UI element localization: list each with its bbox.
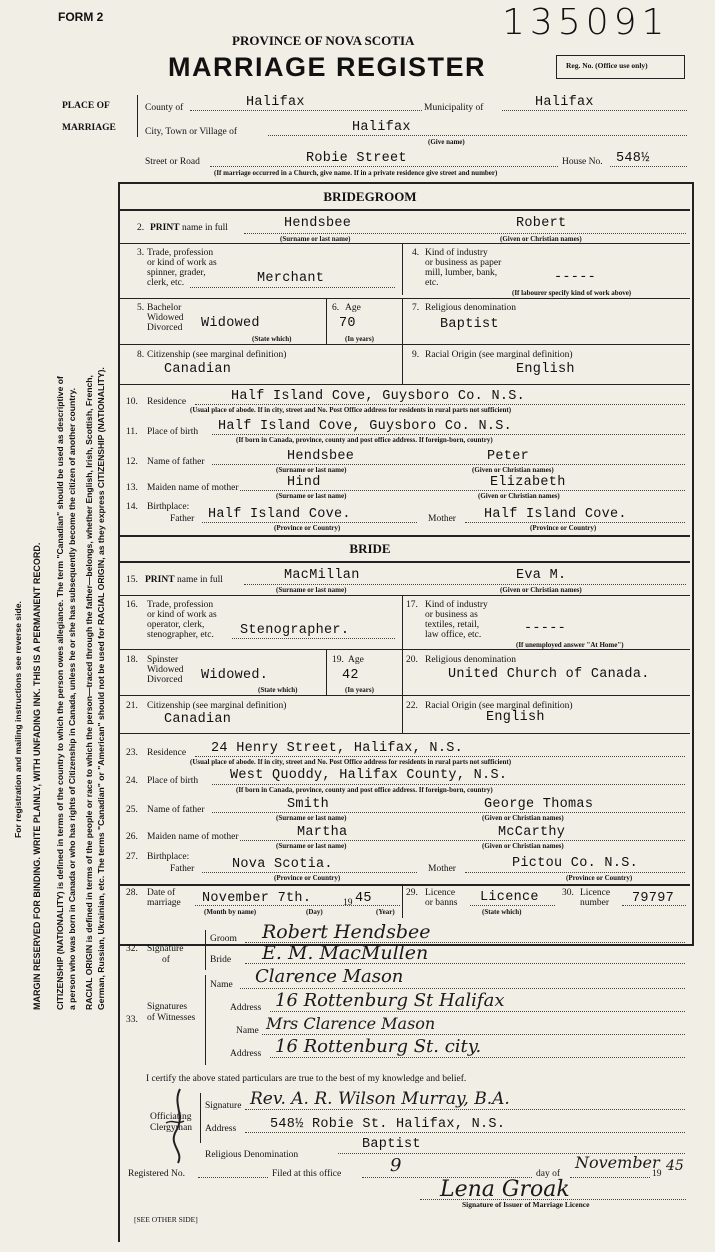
state-which-caption: (State which) — [252, 335, 292, 343]
item-30-l1: Licence — [580, 888, 611, 898]
item-17-l2: or business as — [425, 610, 478, 620]
item-32-l1: Signature — [147, 944, 184, 954]
item-16-l4: stenographer, etc. — [147, 630, 214, 640]
bride-years-caption: (In years) — [345, 686, 374, 694]
item-29-l2: or banns — [425, 898, 458, 908]
item-24-caption: (If born in Canada, province, county and post office address. If foreign-born, country) — [236, 786, 493, 794]
item-3-number: 3. — [137, 248, 145, 258]
bride-status: Widowed. — [201, 668, 269, 683]
father-prov-caption: (Province or Country) — [274, 524, 341, 532]
witness1-name-label: Name — [210, 980, 233, 990]
licence-type: Licence — [480, 890, 539, 905]
item-12-label: Name of father — [147, 457, 205, 467]
house-value: 548½ — [616, 151, 650, 166]
groom-status: Widowed — [201, 316, 260, 331]
groom-trade: Merchant — [257, 271, 325, 286]
marriage-year: 45 — [355, 891, 372, 906]
item-4-l2: or business as paper — [425, 258, 502, 268]
day-of-label: day of — [536, 1169, 561, 1179]
item-6-label: Age — [345, 303, 361, 313]
item-7-number: 7. — [412, 303, 420, 313]
clergyman-label: Clergyman — [150, 1123, 193, 1133]
place-of-label: PLACE OF — [62, 101, 110, 111]
item-4-l4: etc. — [425, 278, 439, 288]
item-23-label: Residence — [147, 748, 187, 758]
item-27-label: Birthplace: — [147, 852, 190, 862]
groom-surname: Hendsbee — [284, 216, 352, 231]
item-23-number: 23. — [126, 748, 138, 758]
bride-father-given-caption: (Given or Christian names) — [482, 814, 564, 822]
item-32-number: 32. — [126, 944, 138, 954]
father-given-caption: (Given or Christian names) — [472, 466, 554, 474]
house-label: House No. — [562, 157, 603, 167]
item-5-l3: Divorced — [147, 323, 183, 333]
item-16-l2: or kind of work as — [147, 610, 217, 620]
item-23-caption: (Usual place of abode. If in city, street and No. Post Office address for residents in rural parts not sufficient) — [190, 758, 512, 766]
county-value: Halifax — [246, 95, 305, 110]
item-14-label: Birthplace: — [147, 502, 190, 512]
bride-signature-label: Bride — [210, 955, 232, 965]
item-16-number: 16. — [126, 600, 138, 610]
item-27-number: 27. — [126, 852, 138, 862]
bride-given-caption: (Given or Christian names) — [500, 586, 582, 594]
item-2-number: 2. — [137, 223, 145, 233]
municipality-label: Municipality of — [424, 103, 484, 113]
item-21-label: Citizenship (see marginal definition) — [147, 701, 287, 711]
margin-line-6: German, Russian, Ukrainian, etc. The terms "Canadian" or "American" should not be used for RACIAL ORIGIN, as they express CITIZENSHIP (NATIONALITY). — [96, 367, 106, 1010]
bride-mother-prov-caption: (Province or Country) — [566, 874, 633, 882]
groom-mother-given: Elizabeth — [490, 475, 566, 490]
clergy-religion-label: Religious Denomination — [205, 1150, 299, 1160]
item-22-label: Racial Origin (see marginal definition) — [425, 701, 573, 711]
margin-line-1: For registration and mailing instructions see reverse side. — [13, 601, 23, 838]
province-heading: PROVINCE OF NOVA SCOTIA — [232, 33, 415, 48]
city-label: City, Town or Village of — [145, 127, 237, 137]
item-26-label: Maiden name of mother — [147, 832, 239, 842]
item-11-number: 11. — [126, 427, 138, 437]
bride-mother-given-caption: (Given or Christian names) — [482, 842, 564, 850]
item-24-label: Place of birth — [147, 776, 199, 786]
licence-state-caption: (State which) — [482, 908, 522, 916]
filed-year-prefix: 19 — [652, 1169, 662, 1179]
licence-number: 79797 — [632, 891, 675, 906]
item-2-label: name in full — [182, 223, 228, 233]
item-15-label: name in full — [177, 575, 223, 585]
item-2-print: PRINT — [150, 223, 180, 233]
item-11-caption: (If born in Canada, province, county and post office address. If foreign-born, country) — [236, 436, 493, 444]
issuer-signature: Lena Groak — [440, 1177, 570, 1202]
street-label: Street or Road — [145, 157, 200, 167]
item-28-number: 28. — [126, 888, 138, 898]
item-10-number: 10. — [126, 397, 138, 407]
item-8-number: 8. — [137, 350, 145, 360]
years-caption: (In years) — [345, 335, 374, 343]
witness2-address: 16 Rottenburg St. city. — [275, 1036, 482, 1057]
bride-birthplace: West Quoddy, Halifax County, N.S. — [230, 768, 508, 783]
bride-industry: ----- — [524, 621, 567, 636]
place-note: (If marriage occurred in a Church, give name. If in a private residence give street and number) — [214, 169, 498, 177]
bride-religion: United Church of Canada. — [448, 667, 650, 682]
item-30-number: 30. — [562, 888, 574, 898]
street-value: Robie Street — [306, 151, 407, 166]
bride-father-surname: Smith — [287, 797, 330, 812]
item-14-number: 14. — [126, 502, 138, 512]
item-3-l2: or kind of work as — [147, 258, 217, 268]
issuer-caption: Signature of Issuer of Marriage Licence — [462, 1200, 590, 1209]
witness1-address-label: Address — [230, 1003, 262, 1013]
bride-father-bp-label: Father — [170, 864, 195, 874]
bride-father-surname-caption: (Surname or last name) — [276, 814, 347, 822]
item-29-number: 29. — [406, 888, 418, 898]
bride-father-given: George Thomas — [484, 797, 594, 812]
item-12-number: 12. — [126, 457, 138, 467]
bride-mother-birthplace: Pictou Co. N.S. — [512, 856, 639, 871]
bride-signature: E. M. MacMullen — [262, 942, 429, 964]
bride-trade: Stenographer. — [240, 623, 350, 638]
filed-label: Filed at this office — [272, 1169, 342, 1179]
item-9-number: 9. — [412, 350, 420, 360]
margin-line-5: RACIAL ORIGIN is defined in terms of the people or race to which the person—traced through the father—belongs, whether English, Irish, Scottish, French, — [84, 375, 94, 1010]
bride-father-prov-caption: (Province or Country) — [274, 874, 341, 882]
item-17-number: 17. — [406, 600, 418, 610]
bride-age: 42 — [342, 668, 359, 683]
item-5-number: 5. — [137, 303, 145, 313]
clergy-signature-label: Signature — [205, 1101, 242, 1111]
given-caption: (Given or Christian names) — [500, 235, 582, 243]
item-29-l1: Licence — [425, 888, 456, 898]
bride-surname: MacMillan — [284, 568, 360, 583]
year-caption: (Year) — [376, 908, 395, 916]
item-17-caption: (If unemployed answer "At Home") — [516, 641, 624, 649]
item-30-l2: number — [580, 898, 610, 908]
bride-origin: English — [486, 710, 545, 725]
item-18-l2: Widowed — [147, 665, 184, 675]
groom-religion: Baptist — [440, 317, 499, 332]
groom-signature-label: Groom — [210, 934, 237, 944]
registration-number: 135091 — [502, 2, 670, 43]
surname-caption: (Surname or last name) — [280, 235, 351, 243]
form-number: FORM 2 — [58, 10, 104, 24]
groom-father-birthplace: Half Island Cove. — [208, 507, 351, 522]
county-label: County of — [145, 103, 184, 113]
groom-residence: Half Island Cove, Guysboro Co. N.S. — [231, 389, 526, 404]
groom-citizenship: Canadian — [164, 362, 232, 377]
witness1-name: Clarence Mason — [255, 966, 404, 987]
item-21-number: 21. — [126, 701, 138, 711]
item-25-number: 25. — [126, 805, 138, 815]
item-18-number: 18. — [126, 655, 138, 665]
item-33-l1: Signatures — [147, 1002, 188, 1012]
item-15-print: PRINT — [145, 575, 175, 585]
item-33-number: 33. — [126, 1015, 138, 1025]
mother-surname-caption: (Surname or last name) — [276, 492, 347, 500]
reg-no-label: Reg. No. (Office use only) — [566, 61, 648, 70]
item-17-l4: law office, etc. — [425, 630, 482, 640]
groom-given: Robert — [516, 216, 567, 231]
item-17-l1: Kind of industry — [425, 600, 488, 610]
item-4-l3: mill, lumber, bank, — [425, 268, 498, 278]
item-8-label: Citizenship (see marginal definition) — [147, 350, 287, 360]
item-19-number: 19. — [332, 655, 344, 665]
item-32-l2: of — [162, 955, 170, 965]
item-24-number: 24. — [126, 776, 138, 786]
bride-citizenship: Canadian — [164, 712, 232, 727]
certification-statement: I certify the above stated particulars are true to the best of my knowledge and belief. — [146, 1074, 467, 1084]
clergy-address: 548½ Robie St. Halifax, N.S. — [270, 1117, 506, 1132]
groom-mother-birthplace: Half Island Cove. — [484, 507, 627, 522]
pen-flourish — [150, 1085, 195, 1165]
item-22-number: 22. — [406, 701, 418, 711]
item-20-label: Religious denomination — [425, 655, 517, 665]
item-15-number: 15. — [126, 575, 138, 585]
city-value: Halifax — [352, 120, 411, 135]
item-26-number: 26. — [126, 832, 138, 842]
item-4-l1: Kind of industry — [425, 248, 488, 258]
municipality-value: Halifax — [535, 95, 594, 110]
groom-birthplace: Half Island Cove, Guysboro Co. N.S. — [218, 419, 513, 434]
groom-industry: ----- — [554, 270, 597, 285]
clergy-signature: Rev. A. R. Wilson Murray, B.A. — [250, 1089, 510, 1109]
item-18-l1: Spinster — [147, 655, 179, 665]
witness1-address: 16 Rottenburg St Halifax — [275, 990, 505, 1011]
see-other-side: [SEE OTHER SIDE] — [134, 1215, 198, 1224]
give-name-caption: (Give name) — [428, 138, 465, 146]
item-9-label: Racial Origin (see marginal definition) — [425, 350, 573, 360]
item-5-l1: Bachelor — [147, 303, 182, 313]
item-3-l3: spinner, grader, — [147, 268, 206, 278]
year-prefix: 19 — [343, 898, 353, 908]
bride-surname-caption: (Surname or last name) — [276, 586, 347, 594]
margin-line-4: a person who was born in Canada or who has rights of Citizenship in Canada, unless he or she has subsequently become the citizen of another country. — [67, 387, 77, 1010]
bride-heading: BRIDE — [349, 541, 391, 556]
margin-line-3: CITIZENSHIP (NATIONALITY) is defined in terms of the country to which the person owes allegiance. The term "Canadian" should be used as descriptive of — [55, 376, 65, 1010]
witness2-name: Mrs Clarence Mason — [266, 1014, 436, 1033]
item-7-label: Religious denomination — [425, 303, 517, 313]
form-title: MARRIAGE REGISTER — [168, 52, 487, 82]
item-13-label: Maiden name of mother — [147, 483, 239, 493]
item-3-l1: Trade, profession — [147, 248, 214, 258]
item-11-label: Place of birth — [147, 427, 199, 437]
item-4-number: 4. — [412, 248, 420, 258]
item-33-l2: of Witnesses — [147, 1013, 196, 1023]
item-16-l1: Trade, profession — [147, 600, 214, 610]
item-18-l3: Divorced — [147, 675, 183, 685]
day-caption: (Day) — [306, 908, 323, 916]
item-28-l2: marriage — [147, 898, 181, 908]
bride-mother-given: McCarthy — [498, 825, 566, 840]
item-17-l3: textiles, retail, — [425, 620, 480, 630]
filed-month: November — [575, 1153, 660, 1172]
mother-prov-caption: (Province or Country) — [530, 524, 597, 532]
witness2-address-label: Address — [230, 1049, 262, 1059]
item-20-number: 20. — [406, 655, 418, 665]
item-4-caption: (If labourer specify kind of work above) — [512, 289, 632, 297]
bride-mother-surname: Martha — [297, 825, 348, 840]
filed-year: 45 — [666, 1158, 684, 1174]
item-3-l4: clerk, etc. — [147, 278, 185, 288]
bride-mother-surname-caption: (Surname or last name) — [276, 842, 347, 850]
filed-day: 9 — [390, 1155, 402, 1176]
marriage-label: MARRIAGE — [62, 123, 116, 133]
item-25-label: Name of father — [147, 805, 205, 815]
groom-mother-surname: Hind — [287, 475, 321, 490]
item-10-label: Residence — [147, 397, 187, 407]
margin-line-2: MARGIN RESERVED FOR BINDING. WRITE PLAINLY, WITH UNFADING INK. THIS IS A PERMANENT RECORD. — [32, 542, 42, 1010]
mother-given-caption: (Given or Christian names) — [478, 492, 560, 500]
witness2-name-label: Name — [236, 1026, 259, 1036]
item-19-label: Age — [348, 655, 364, 665]
bride-residence: 24 Henry Street, Halifax, N.S. — [211, 741, 464, 756]
father-surname-caption: (Surname or last name) — [276, 466, 347, 474]
officiating-label: Officiating — [150, 1112, 192, 1122]
mother-birthplace-label: Mother — [428, 514, 456, 524]
bride-father-birthplace: Nova Scotia. — [232, 857, 333, 872]
bride-given: Eva M. — [516, 568, 567, 583]
father-birthplace-label: Father — [170, 514, 195, 524]
item-28-l1: Date of — [147, 888, 176, 898]
item-13-number: 13. — [126, 483, 138, 493]
groom-father-given: Peter — [487, 449, 530, 464]
clergy-address-label: Address — [205, 1124, 237, 1134]
marriage-date: November 7th. — [202, 891, 312, 906]
bridegroom-heading: BRIDEGROOM — [323, 189, 417, 204]
groom-father-surname: Hendsbee — [287, 449, 355, 464]
groom-origin: English — [516, 362, 575, 377]
clergy-religion: Baptist — [362, 1137, 421, 1152]
month-caption: (Month by name) — [204, 908, 257, 916]
groom-age: 70 — [339, 316, 356, 331]
item-5-l2: Widowed — [147, 313, 184, 323]
item-10-caption: (Usual place of abode. If in city, street and No. Post Office address for residents in rural parts not sufficient) — [190, 406, 512, 414]
bride-mother-bp-label: Mother — [428, 864, 456, 874]
groom-signature: Robert Hendsbee — [262, 921, 431, 943]
item-6-number: 6. — [332, 303, 340, 313]
item-16-l3: operator, clerk, — [147, 620, 205, 630]
registered-no-label: Registered No. — [128, 1169, 185, 1179]
bride-state-which: (State which) — [258, 686, 298, 694]
